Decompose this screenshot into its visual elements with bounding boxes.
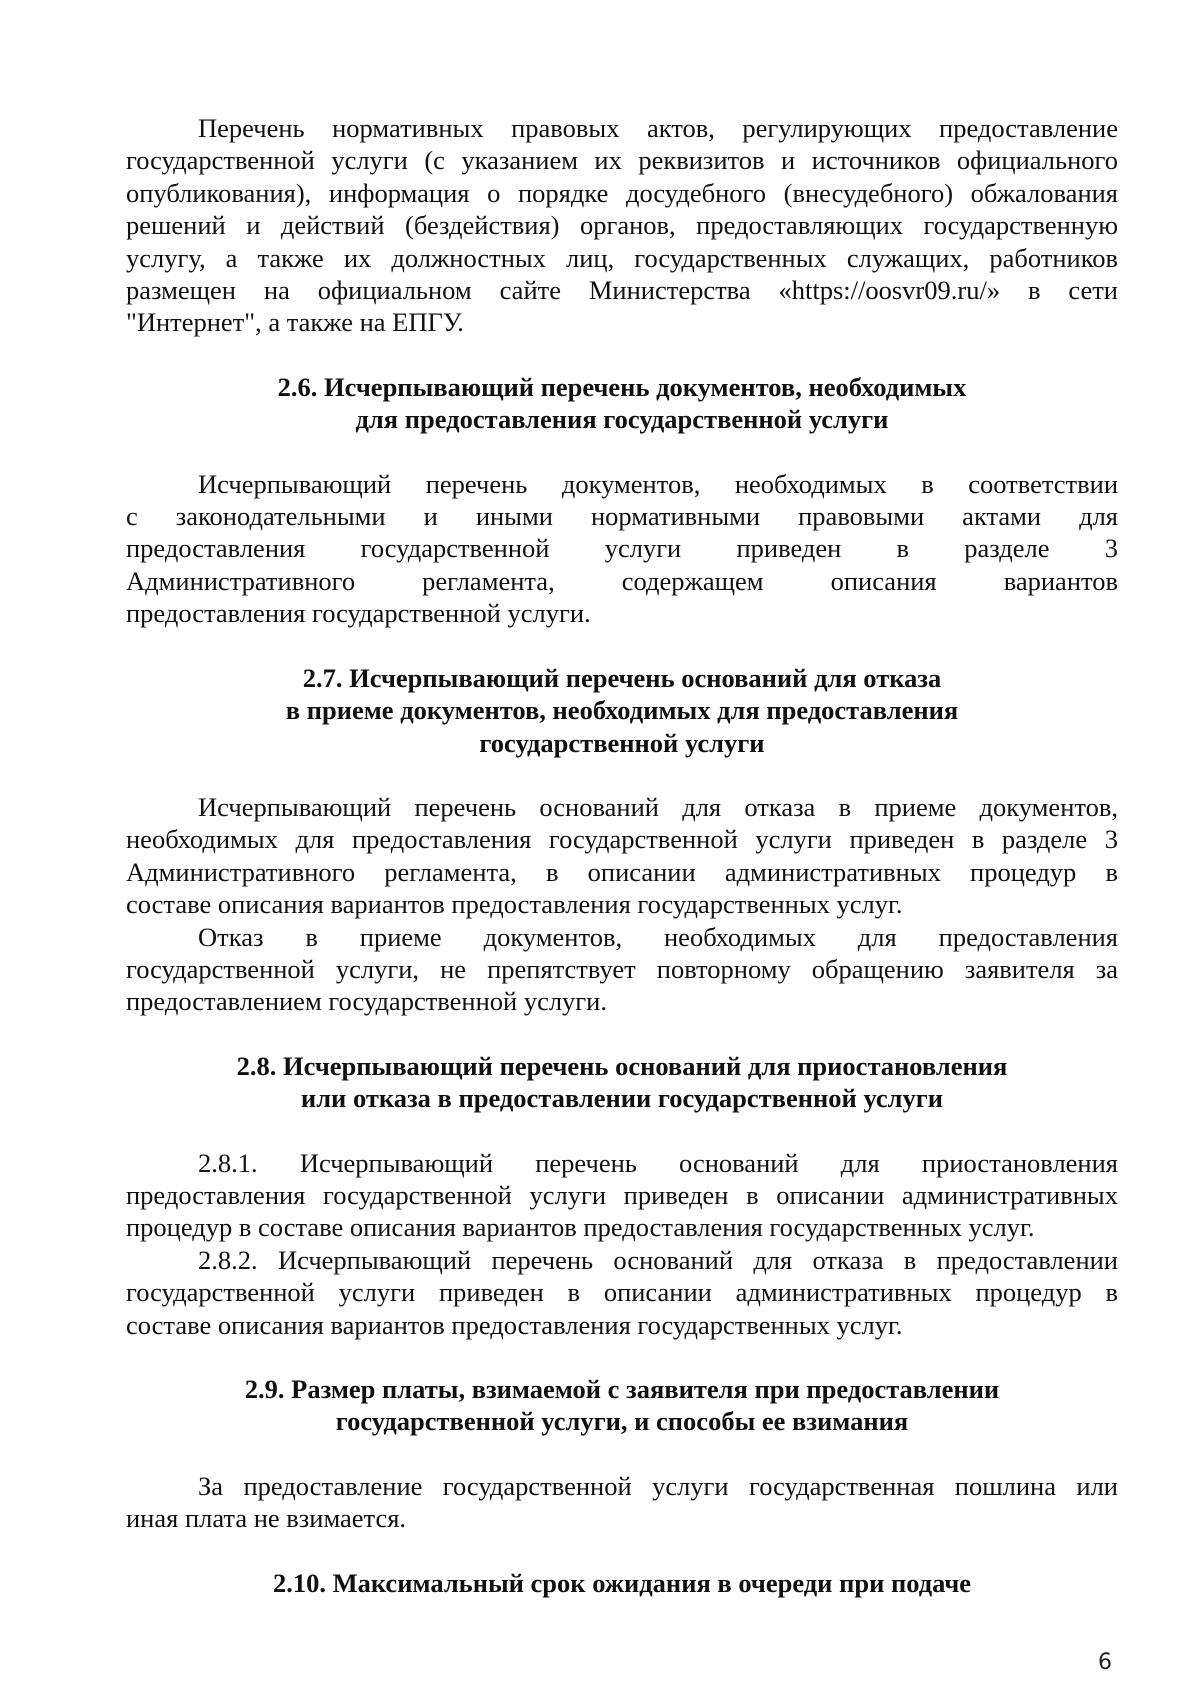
heading-line: или отказа в предоставлении государственной услуги bbox=[300, 1083, 944, 1114]
text-line: Административного регламента, содержащем описания вариантов bbox=[126, 565, 1118, 596]
heading-line: государственной услуги, и способы ее взимания bbox=[335, 1406, 909, 1437]
text-line: составе описания вариантов предоставления государственных услуг. bbox=[126, 1309, 903, 1340]
text-line: опубликования), информация о порядке досудебного (внесудебного) обжалования bbox=[126, 177, 1118, 208]
text-line: 2.8.2. Исчерпывающий перечень оснований для отказа в предоставлении bbox=[198, 1244, 1118, 1275]
text-line: предоставлением государственной услуги. bbox=[126, 986, 607, 1017]
text-line: Исчерпывающий перечень оснований для отказа в приеме документов, bbox=[198, 791, 1118, 822]
section-2-7-paragraph-2 bbox=[126, 921, 1118, 1018]
section-2-8-2-paragraph bbox=[126, 1244, 1118, 1341]
text-line: предоставления государственной услуги. bbox=[126, 598, 591, 629]
heading-line: государственной услуги bbox=[479, 727, 765, 758]
section-heading-2-8 bbox=[126, 1050, 1118, 1115]
heading-line: для предоставления государственной услуги bbox=[355, 404, 889, 435]
intro-paragraph bbox=[126, 112, 1118, 339]
text-line: государственной услуги приведен в описании административных процедур в bbox=[126, 1277, 1118, 1308]
text-line: с законодательными и иными нормативными правовыми актами для bbox=[126, 501, 1118, 532]
section-2-7-paragraph-1 bbox=[126, 791, 1118, 921]
heading-line: 2.9. Размер платы, взимаемой с заявителя при предоставлении bbox=[244, 1374, 1000, 1404]
text-line: составе описания вариантов предоставления государственных услуг. bbox=[126, 889, 903, 920]
heading-line: 2.6. Исчерпывающий перечень документов, необходимых bbox=[277, 371, 967, 402]
section-heading-2-6 bbox=[126, 371, 1118, 436]
text-line: государственной услуги, не препятствует повторному обращению заявителя за bbox=[126, 953, 1118, 984]
text-line: предоставления государственной услуги приведен в описании административных bbox=[126, 1179, 1118, 1210]
text-line: Исчерпывающий перечень документов, необходимых в соответствии bbox=[198, 468, 1118, 499]
text-line: решений и действий (бездействия) органов, предоставляющих государственную bbox=[126, 210, 1118, 241]
page-number: 6 bbox=[1098, 1650, 1112, 1675]
section-heading-2-9 bbox=[126, 1373, 1118, 1438]
document-page bbox=[126, 112, 1118, 1599]
section-2-9-paragraph bbox=[126, 1470, 1118, 1535]
text-line: предоставления государственной услуги приведен в разделе 3 bbox=[126, 533, 1118, 564]
text-line: иная плата не взимается. bbox=[126, 1503, 407, 1534]
text-line: услугу, а также их должностных лиц, государственных служащих, работников bbox=[126, 242, 1118, 273]
text-line: "Интернет", а также на ЕПГУ. bbox=[126, 307, 464, 338]
text-line: необходимых для предоставления государственной услуги приведен в разделе 3 bbox=[126, 824, 1118, 855]
text-line: За предоставление государственной услуги государственная пошлина или bbox=[198, 1470, 1118, 1501]
section-heading-2-10 bbox=[126, 1567, 1118, 1599]
text-line: Отказ в приеме документов, необходимых для предоставления bbox=[198, 921, 1118, 952]
text-line: Перечень нормативных правовых актов, регулирующих предоставление bbox=[198, 113, 1118, 143]
text-line: Административного регламента, в описании административных процедур в bbox=[126, 856, 1118, 887]
heading-line: 2.7. Исчерпывающий перечень оснований для отказа bbox=[302, 662, 942, 693]
text-line: размещен на официальном сайте Министерства «https://oosvr09.ru/» в сети bbox=[126, 275, 1118, 306]
heading-line: в приеме документов, необходимых для предоставления bbox=[285, 695, 959, 726]
section-2-8-1-paragraph bbox=[126, 1147, 1118, 1244]
text-line: государственной услуги (с указанием их реквизитов и источников официального bbox=[126, 145, 1118, 176]
text-line: процедур в составе описания вариантов предоставления государственных услуг. bbox=[126, 1212, 1035, 1243]
text-line: 2.8.1. Исчерпывающий перечень оснований для приостановления bbox=[198, 1147, 1118, 1178]
heading-line: 2.10. Максимальный срок ожидания в очереди при подаче bbox=[272, 1567, 972, 1598]
section-2-6-paragraph bbox=[126, 468, 1118, 630]
section-heading-2-7 bbox=[126, 662, 1118, 759]
heading-line: 2.8. Исчерпывающий перечень оснований для приостановления bbox=[236, 1050, 1008, 1081]
